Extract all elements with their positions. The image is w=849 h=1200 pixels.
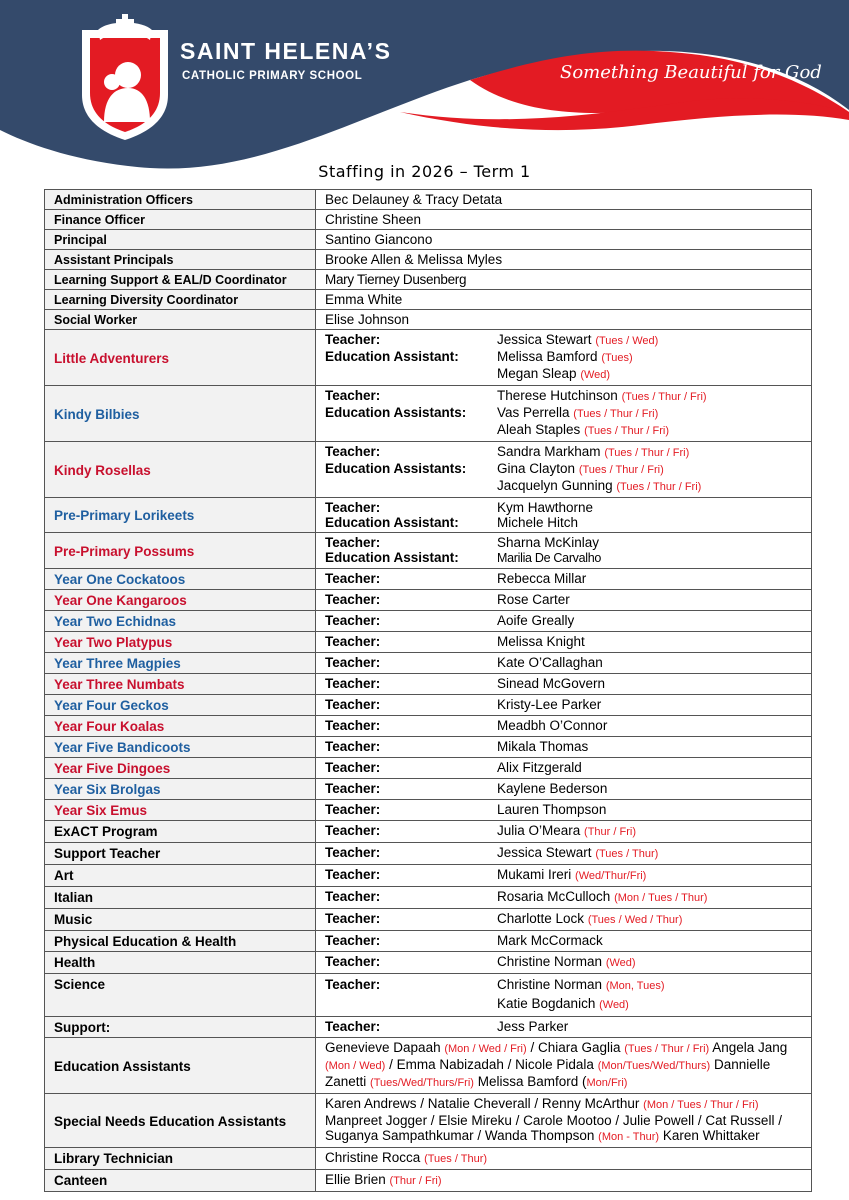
staff-name: / Chiara Gaglia [530, 1040, 621, 1055]
staff-name: Kate O’Callaghan [497, 655, 603, 670]
class-name: Year One Kangaroos [45, 590, 316, 611]
days-text: (Thur / Fri) [584, 826, 636, 838]
staff-name: Jessica Stewart [497, 332, 592, 347]
row-value: Bec Delauney & Tracy Detata [316, 190, 812, 210]
days-text: (Mon, Tues) [605, 980, 665, 992]
row-value: Christine Sheen [316, 210, 812, 230]
staff-name: Gina Clayton [497, 461, 576, 476]
role-label: Teacher: [325, 889, 381, 904]
role-label: Teacher: [325, 845, 381, 860]
role-label: Teacher: [325, 911, 381, 926]
staff-name: Christine Norman [497, 954, 603, 969]
school-subtitle: CATHOLIC PRIMARY SCHOOL [182, 70, 363, 82]
row-value [316, 843, 812, 865]
staff-name: Kaylene Bederson [497, 781, 608, 796]
class-name: Little Adventurers [45, 330, 316, 386]
subject-name: Education Assistants [45, 1038, 316, 1094]
row-value [316, 533, 812, 569]
staff-name: Charlotte Lock [497, 911, 585, 926]
staff-name: Karen Andrews / Natalie Cheverall / Renny McArthur [325, 1096, 640, 1111]
role-label: Teacher: [325, 739, 381, 754]
days-text: (Tues / Thur / Fri) [578, 464, 664, 476]
staff-name: Melissa Bamford [497, 349, 598, 364]
table-row [45, 611, 812, 632]
table-row [45, 1038, 812, 1094]
table-row [45, 1148, 812, 1170]
subject-name: Special Needs Education Assistants [45, 1094, 316, 1148]
table-row [45, 1094, 812, 1148]
row-value [316, 1148, 812, 1170]
staff-name: Sandra Markham [497, 444, 601, 459]
role-label: Teacher: [325, 388, 381, 403]
staff-name: Alix Fitzgerald [497, 760, 582, 775]
row-label: Learning Diversity Coordinator [45, 290, 316, 310]
role-label: Teacher: [325, 933, 381, 948]
staffing-table [44, 189, 812, 1192]
role-label: Teacher: [325, 1019, 381, 1034]
class-name: Kindy Bilbies [45, 386, 316, 442]
staff-name: Rebecca Millar [497, 571, 587, 586]
days-text: (Tues / Thur) [424, 1153, 488, 1165]
row-value: Brooke Allen & Melissa Myles [316, 250, 812, 270]
row-value [316, 695, 812, 716]
row-label: Assistant Principals [45, 250, 316, 270]
role-label: Teacher: [325, 634, 381, 649]
days-text: (Tues / Thur / Fri) [621, 391, 707, 403]
subject-name: Physical Education & Health [45, 931, 316, 952]
staff-name: Genevieve Dapaah [325, 1040, 441, 1055]
row-value [316, 590, 812, 611]
table-row [45, 250, 812, 270]
class-name: Year Two Platypus [45, 632, 316, 653]
table-row [45, 909, 812, 931]
table-row [45, 386, 812, 442]
staff-name: / Emma Nabizadah / Nicole Pidala [389, 1057, 594, 1072]
row-value [316, 821, 812, 843]
staff-name: Meadbh O’Connor [497, 718, 608, 733]
row-value [316, 1094, 812, 1148]
staff-name: Aleah Staples [497, 422, 581, 437]
days-text: (Tues / Thur) [595, 848, 659, 860]
row-value [316, 952, 812, 974]
subject-name: Health [45, 952, 316, 974]
row-value [316, 611, 812, 632]
days-text: (Tues) [601, 352, 633, 364]
subject-name: Music [45, 909, 316, 931]
role-label: Teacher: [325, 867, 381, 882]
subject-name: Library Technician [45, 1148, 316, 1170]
table-row [45, 632, 812, 653]
role-label: Teacher: [325, 655, 381, 670]
staff-name: Rosaria McCulloch [497, 889, 611, 904]
staff-name: Aoife Greally [497, 613, 575, 628]
staff-name: Sinead McGovern [497, 676, 606, 691]
table-row [45, 887, 812, 909]
table-row [45, 1017, 812, 1038]
role-label: Teacher: [325, 760, 381, 775]
role-label: Teacher: [325, 332, 381, 347]
days-text: (Tues / Thur / Fri) [604, 447, 690, 459]
row-value [316, 498, 812, 533]
days-text: (Tues / Wed / Thur) [587, 914, 683, 926]
days-text: (Thur / Fri) [389, 1175, 442, 1187]
table-row [45, 779, 812, 800]
class-name: Year Five Bandicoots [45, 737, 316, 758]
row-value: Santino Giancono [316, 230, 812, 250]
role-label: Education Assistant: [325, 349, 459, 364]
row-value [316, 653, 812, 674]
role-label: Teacher: [325, 571, 381, 586]
subject-name: Science [45, 974, 316, 1017]
row-value [316, 974, 812, 1017]
row-label: Social Worker [45, 310, 316, 330]
role-label: Education Assistants: [325, 461, 467, 476]
days-text: (Mon / Wed) [325, 1060, 386, 1072]
row-label: Principal [45, 230, 316, 250]
class-name: Year Five Dingoes [45, 758, 316, 779]
staff-name: Melissa Bamford ( [477, 1074, 587, 1089]
staff-name: Mukami Ireri [497, 867, 572, 882]
class-name: Year Two Echidnas [45, 611, 316, 632]
table-row [45, 1170, 812, 1192]
row-value [316, 737, 812, 758]
table-row [45, 800, 812, 821]
staff-name: Manpreet Jogger / Elsie Mireku / Carole Mootoo / Julie Powell / Cat Russell / Suganya Sampathkumar / Wanda Thompson [325, 1113, 782, 1143]
table-row [45, 330, 812, 386]
subject-name: ExACT Program [45, 821, 316, 843]
table-row [45, 590, 812, 611]
staff-name: Kym Hawthorne [497, 500, 594, 515]
staff-name: Jessica Stewart [497, 845, 592, 860]
table-row [45, 442, 812, 498]
days-text: (Tues / Thur / Fri) [584, 425, 670, 437]
role-label: Teacher: [325, 718, 381, 733]
row-value [316, 330, 812, 386]
role-label: Education Assistant: [325, 550, 459, 565]
table-row [45, 210, 812, 230]
class-name: Year Three Numbats [45, 674, 316, 695]
subject-name: Canteen [45, 1170, 316, 1192]
row-value [316, 569, 812, 590]
staff-name: Vas Perrella [497, 405, 570, 420]
days-text: (Tues/Wed/Thurs/Fri) [370, 1077, 474, 1089]
days-text: (Mon / Tues / Thur / Fri) [643, 1099, 759, 1111]
staff-name: Christine Norman [497, 977, 603, 992]
staff-name: Julia O’Meara [497, 823, 581, 838]
table-row [45, 821, 812, 843]
class-name: Pre-Primary Possums [45, 533, 316, 569]
row-value: Emma White [316, 290, 812, 310]
role-label: Teacher: [325, 535, 381, 550]
school-crest-logo [82, 14, 168, 140]
school-motto: Something Beautiful for God [560, 62, 822, 83]
table-row [45, 974, 812, 1017]
staff-name: Dannielle Zanetti [325, 1057, 771, 1089]
staff-name: Therese Hutchinson [497, 388, 618, 403]
row-label: Administration Officers [45, 190, 316, 210]
row-value [316, 386, 812, 442]
row-value [316, 887, 812, 909]
role-label: Teacher: [325, 802, 381, 817]
school-header [0, 0, 849, 175]
days-text: (Mon/Tues/Wed/Thurs) [597, 1060, 711, 1072]
days-text: Mon/Fri) [586, 1077, 628, 1089]
role-label: Teacher: [325, 592, 381, 607]
staff-name: Lauren Thompson [497, 802, 607, 817]
table-row [45, 498, 812, 533]
role-label: Teacher: [325, 977, 381, 992]
class-name: Year Four Geckos [45, 695, 316, 716]
table-row [45, 695, 812, 716]
row-value [316, 865, 812, 887]
row-label: Learning Support & EAL/D Coordinator [45, 270, 316, 290]
row-value [316, 716, 812, 737]
role-label: Teacher: [325, 954, 381, 969]
row-value [316, 800, 812, 821]
staff-name: Melissa Knight [497, 634, 585, 649]
row-value [316, 1038, 812, 1094]
staff-name: Kristy-Lee Parker [497, 697, 602, 712]
table-row [45, 931, 812, 952]
role-label: Teacher: [325, 444, 381, 459]
days-text: (Mon - Thur) [598, 1131, 660, 1143]
table-row [45, 190, 812, 210]
days-text: (Wed) [580, 369, 611, 381]
role-label: Education Assistant: [325, 515, 459, 530]
staff-name: Jess Parker [497, 1019, 569, 1034]
staff-name: Rose Carter [497, 592, 570, 607]
class-name: Pre-Primary Lorikeets [45, 498, 316, 533]
days-text: (Tues / Thur / Fri) [616, 481, 702, 493]
staff-name: Megan Sleap [497, 366, 577, 381]
staff-name: Karen Whittaker [662, 1128, 760, 1143]
table-row [45, 230, 812, 250]
table-row [45, 270, 812, 290]
role-label: Teacher: [325, 676, 381, 691]
table-row [45, 758, 812, 779]
table-row [45, 716, 812, 737]
row-value [316, 442, 812, 498]
days-text: (Wed) [605, 957, 636, 969]
school-name: SAINT HELENA’S [180, 38, 392, 64]
role-label: Teacher: [325, 500, 381, 515]
class-name: Kindy Rosellas [45, 442, 316, 498]
row-value [316, 1170, 812, 1192]
class-name: Year Four Koalas [45, 716, 316, 737]
role-label: Teacher: [325, 613, 381, 628]
staff-name: Ellie Brien [325, 1172, 386, 1187]
staff-name: Michele Hitch [497, 515, 579, 530]
table-row [45, 569, 812, 590]
role-label: Teacher: [325, 697, 381, 712]
table-row [45, 674, 812, 695]
table-row [45, 865, 812, 887]
table-row [45, 952, 812, 974]
table-row [45, 533, 812, 569]
days-text: (Tues / Wed) [595, 335, 659, 347]
days-text: (Tues / Thur / Fri) [624, 1043, 710, 1055]
days-text: (Wed) [599, 999, 629, 1011]
table-row [45, 310, 812, 330]
staff-name: Mikala Thomas [497, 739, 589, 754]
staff-name: Katie Bogdanich [497, 996, 596, 1011]
role-label: Teacher: [325, 823, 381, 838]
staff-name: Mark McCormack [497, 933, 603, 948]
table-row [45, 843, 812, 865]
days-text: (Wed/Thur/Fri) [575, 870, 647, 882]
subject-name: Italian [45, 887, 316, 909]
staff-name: Sharna McKinlay [497, 535, 600, 550]
staff-name: Jacquelyn Gunning [497, 478, 613, 493]
class-name: Year Six Brolgas [45, 779, 316, 800]
class-name: Year One Cockatoos [45, 569, 316, 590]
table-row [45, 290, 812, 310]
class-name: Year Six Emus [45, 800, 316, 821]
days-text: (Mon / Wed / Fri) [444, 1043, 527, 1055]
row-value [316, 1017, 812, 1038]
subject-name: Art [45, 865, 316, 887]
role-label: Education Assistants: [325, 405, 467, 420]
row-value: Elise Johnson [316, 310, 812, 330]
page-title: Staffing in 2026 – Term 1 [318, 162, 531, 181]
staff-name: Marilia De Carvalho [497, 551, 602, 565]
header-banner [0, 0, 849, 175]
subject-name: Support Teacher [45, 843, 316, 865]
staff-name: Angela Jang [712, 1040, 788, 1055]
table-row [45, 653, 812, 674]
subject-name: Support: [45, 1017, 316, 1038]
row-value [316, 779, 812, 800]
days-text: (Mon / Tues / Thur) [614, 892, 708, 904]
row-value [316, 674, 812, 695]
row-value [316, 909, 812, 931]
table-row [45, 737, 812, 758]
class-name: Year Three Magpies [45, 653, 316, 674]
row-value [316, 632, 812, 653]
days-text: (Tues / Thur / Fri) [573, 408, 659, 420]
row-label: Finance Officer [45, 210, 316, 230]
row-value [316, 758, 812, 779]
row-value: Mary Tierney Dusenberg [316, 270, 812, 290]
staff-name: Christine Rocca [325, 1150, 421, 1165]
row-value [316, 931, 812, 952]
role-label: Teacher: [325, 781, 381, 796]
